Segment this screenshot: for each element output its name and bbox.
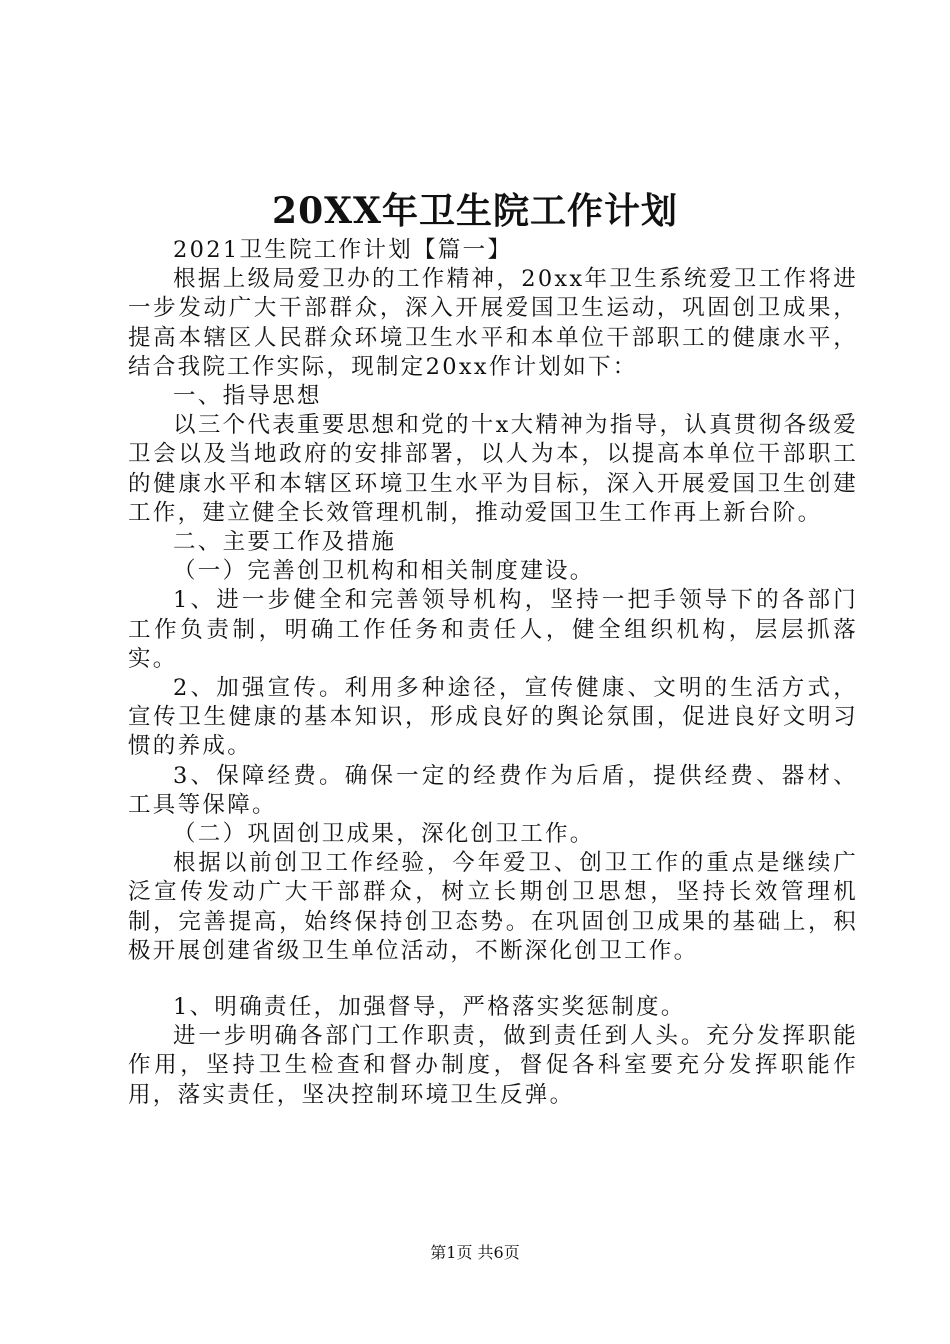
- section-heading: 二、主要工作及措施: [173, 529, 397, 556]
- section-heading: 一、指导思想: [173, 383, 322, 410]
- document-title: 20XX年卫生院工作计划: [272, 190, 678, 232]
- paragraph: 1、进一步健全和完善领导机构，坚持一把手领导下的各部门工作负责制，明确工作任务和责任人，健全组织机构，层层抓落实。: [128, 587, 858, 672]
- paragraph: 根据上级局爱卫办的工作精神，20xx年卫生系统爱卫工作将进一步发动广大干部群众，深入开展爱国卫生运动，巩固创卫成果，提高本辖区人民群众环境卫生水平和本单位干部职工的健康水平，结合我院工作实际，现制定20xx作计划如下：: [128, 266, 858, 380]
- paragraph: 进一步明确各部门工作职责，做到责任到人头。充分发挥职能作用，坚持卫生检查和督办制度，督促各科室要充分发挥职能作用，落实责任，坚决控制环境卫生反弹。: [128, 1023, 858, 1108]
- paragraph: 根据以前创卫工作经验，今年爱卫、创卫工作的重点是继续广泛宣传发动广大干部群众，树立长期创卫思想，坚持长效管理机制，完善提高，始终保持创卫态势。在巩固创卫成果的基础上，积极开展创建省级卫生单位活动，不断深化创卫工作。: [128, 850, 858, 964]
- sub-heading: （二）巩固创卫成果，深化创卫工作。: [173, 821, 595, 848]
- paragraph: 以三个代表重要思想和党的十x大精神为指导，认真贯彻各级爱卫会以及当地政府的安排部署，以人为本，以提高本单位干部职工的健康水平和本辖区环境卫生水平为目标，深入开展爱国卫生创建工作，建立健全长效管理机制，推动爱国卫生工作再上新台阶。: [128, 412, 858, 526]
- document-body: [128, 236, 858, 1110]
- paragraph: 1、明确责任，加强督导，严格落实奖惩制度。: [173, 994, 686, 1021]
- section-heading: 2021卫生院工作计划【篇一】: [173, 237, 513, 263]
- page-footer: 第1页 共6页: [430, 1243, 520, 1262]
- sub-heading: （一）完善创卫机构和相关制度建设。: [173, 558, 595, 585]
- paragraph: 3、保障经费。确保一定的经费作为后盾，提供经费、器材、工具等保障。: [128, 762, 858, 818]
- paragraph: 2、加强宣传。利用多种途径，宣传健康、文明的生活方式，宣传卫生健康的基本知识，形成良好的舆论氛围，促进良好文明习惯的养成。: [128, 675, 858, 760]
